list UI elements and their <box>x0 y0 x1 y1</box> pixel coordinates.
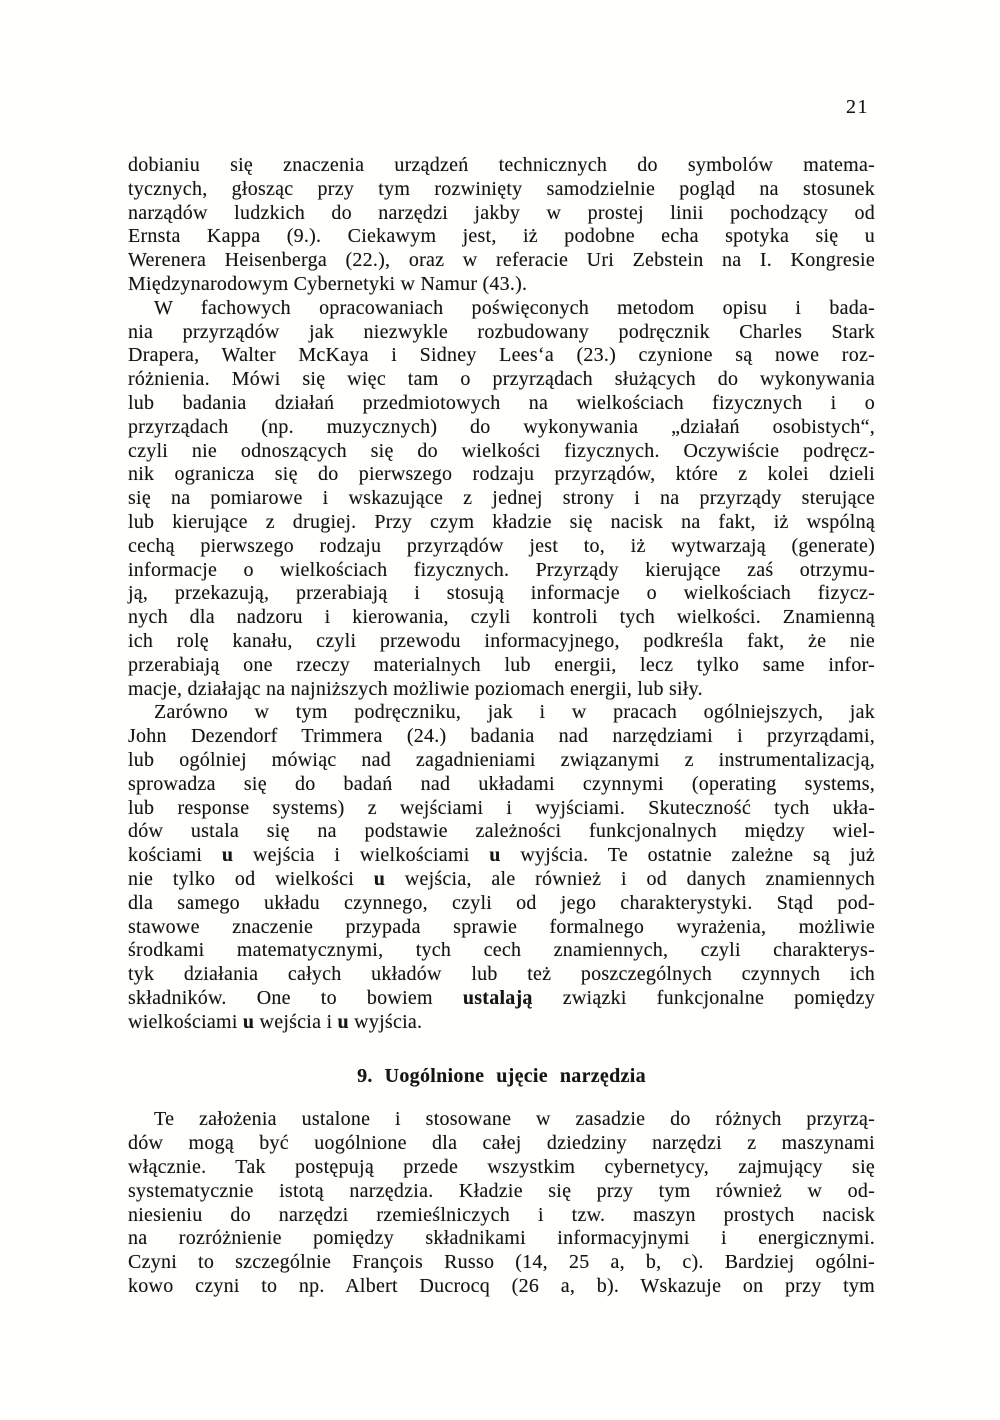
text-line: Drapera, Walter McKaya i Sidney Lees‘a (23.) czynione są nowe roz- <box>128 344 875 367</box>
text-line: nik ogranicza się do pierwszego rodzaju przyrządów, które z kolei dzieli <box>128 463 875 486</box>
text-line: kowo czyni to np. Albert Ducrocq (26 a, b). Wskazuje on przy tym <box>128 1275 875 1298</box>
text-line: nia przyrządów jak niezwykle rozbudowany podręcznik Charles Stark <box>128 320 875 343</box>
text-line: nie tylko od wielkości u wejścia, ale również i od danych znamiennych <box>128 867 875 890</box>
text-line: sprowadza się do badań nad układami czynnymi (operating systems, <box>128 772 875 795</box>
paragraph <box>128 701 875 1034</box>
text-line: czyli nie odnoszących się do wielkości fizycznych. Oczywiście podręcz- <box>128 439 875 462</box>
text-line: na rozróżnienie pomiędzy składnikami informacyjnymi i energicznymi. <box>128 1227 875 1250</box>
text-line: macje, działając na najniższych możliwie poziomach energii, lub siły. <box>128 677 703 700</box>
paragraph <box>128 154 875 297</box>
page-number: 21 <box>846 96 869 118</box>
text-line: tyk działania całych układów lub też poszczególnych czynnych ich <box>128 963 875 986</box>
text-line: Czyni to szczególnie François Russo (14, 25 a, b, c). Bardziej ogólni- <box>128 1251 875 1274</box>
text-line: się na pomiarowe i wskazujące z jednej strony i na przyrządy sterujące <box>128 487 875 510</box>
text-line: Werenera Heisenberga (22.), oraz w referacie Uri Zebstein na I. Kongresie <box>128 249 875 272</box>
text-line: kościami u wejścia i wielkościami u wyjścia. Te ostatnie zależne są już <box>128 844 875 867</box>
text-line: ją, przekazują, przerabiają i stosują informacje o wielkościach fizycz- <box>128 582 875 605</box>
text-line: środkami matematycznymi, tych cech znamiennych, czyli charakterys- <box>128 939 875 962</box>
text-line: lub response systems) z wejściami i wyjściami. Skuteczność tych ukła- <box>128 796 875 819</box>
text-line: systematycznie istotą narzędzia. Kładzie się przy tym również w od- <box>128 1179 875 1202</box>
text-line: W fachowych opracowaniach poświęconych metodom opisu i bada- <box>154 296 875 319</box>
text-line: nych dla nadzoru i kierowania, czyli kontroli tych wielkości. Znamienną <box>128 606 875 629</box>
text-line: narządów ludzkich do narzędzi jakby w prostej linii pochodzący od <box>128 201 875 224</box>
text-line: wielkościami u wejścia i u wyjścia. <box>128 1010 423 1033</box>
text-line: dla samego układu czynnego, czyli od jego charakterystyki. Stąd pod- <box>128 891 875 914</box>
text-line: Międzynarodowym Cybernetyki w Namur (43.). <box>128 272 528 295</box>
text-line: przyrządach (np. muzycznych) do wykonywania „działań osobistych“, <box>128 415 875 438</box>
text-line: dobianiu się znaczenia urządzeń technicznych do symbolów matema- <box>128 154 875 176</box>
text-line: włącznie. Tak postępują przede wszystkim cybernetycy, zajmujący się <box>128 1156 875 1179</box>
text-line: składników. One to bowiem ustalają związki funkcjonalne pomiędzy <box>128 986 875 1009</box>
text-line: lub badania działań przedmiotowych na wielkościach fizycznych i o <box>128 391 875 414</box>
text-line: stawowe znaczenie przypada sprawie formalnego wyrażenia, możliwie <box>128 915 875 938</box>
text-line: lub ogólniej mówiąc nad zagadnieniami związanymi z instrumentalizacją, <box>128 748 875 771</box>
text-line: Zarówno w tym podręczniku, jak i w pracach ogólniejszych, jak <box>154 701 875 724</box>
text-line: dów ustala się na podstawie zależności funkcjonalnych między wiel- <box>128 820 875 843</box>
text-line: cechą pierwszego rodzaju przyrządów jest to, iż wytwarzają (generate) <box>128 534 875 557</box>
text-line: dów mogą być uogólnione dla całej dziedziny narzędzi z maszynami <box>128 1132 875 1155</box>
text-line: lub kierujące z drugiej. Przy czym kładzie się nacisk na fakt, iż wspólną <box>128 510 875 533</box>
text-line: informacje o wielkościach fizycznych. Przyrządy kierujące zaś otrzymu- <box>128 558 875 581</box>
text-line: przerabiają one rzeczy materialnych lub energii, lecz tylko same infor- <box>128 653 875 676</box>
paragraph <box>128 297 875 702</box>
text-line: John Dezendorf Trimmera (24.) badania nad narzędziami i przyrządami, <box>128 725 875 748</box>
paragraph <box>128 1108 875 1298</box>
text-line: tycznych, głosząc przy tym rozwinięty samodzielnie pogląd na stosunek <box>128 177 875 200</box>
text-line: niesieniu do narzędzi rzemieślniczych i tzw. maszyn prostych nacisk <box>128 1203 875 1226</box>
text-line: Ernsta Kappa (9.). Ciekawym jest, iż podobne echa spotyka się u <box>128 225 875 248</box>
text-column <box>128 154 875 1299</box>
text-line: różnienia. Mówi się więc tam o przyrządach służących do wykonywania <box>128 368 875 391</box>
text-line: Te założenia ustalone i stosowane w zasadzie do różnych przyrzą- <box>154 1108 875 1131</box>
text-line: ich rolę kanału, czyli przewodu informacyjnego, podkreśla fakt, że nie <box>128 629 875 652</box>
section-heading: 9. Uogólnione ujęcie narzędzia <box>357 1065 646 1088</box>
